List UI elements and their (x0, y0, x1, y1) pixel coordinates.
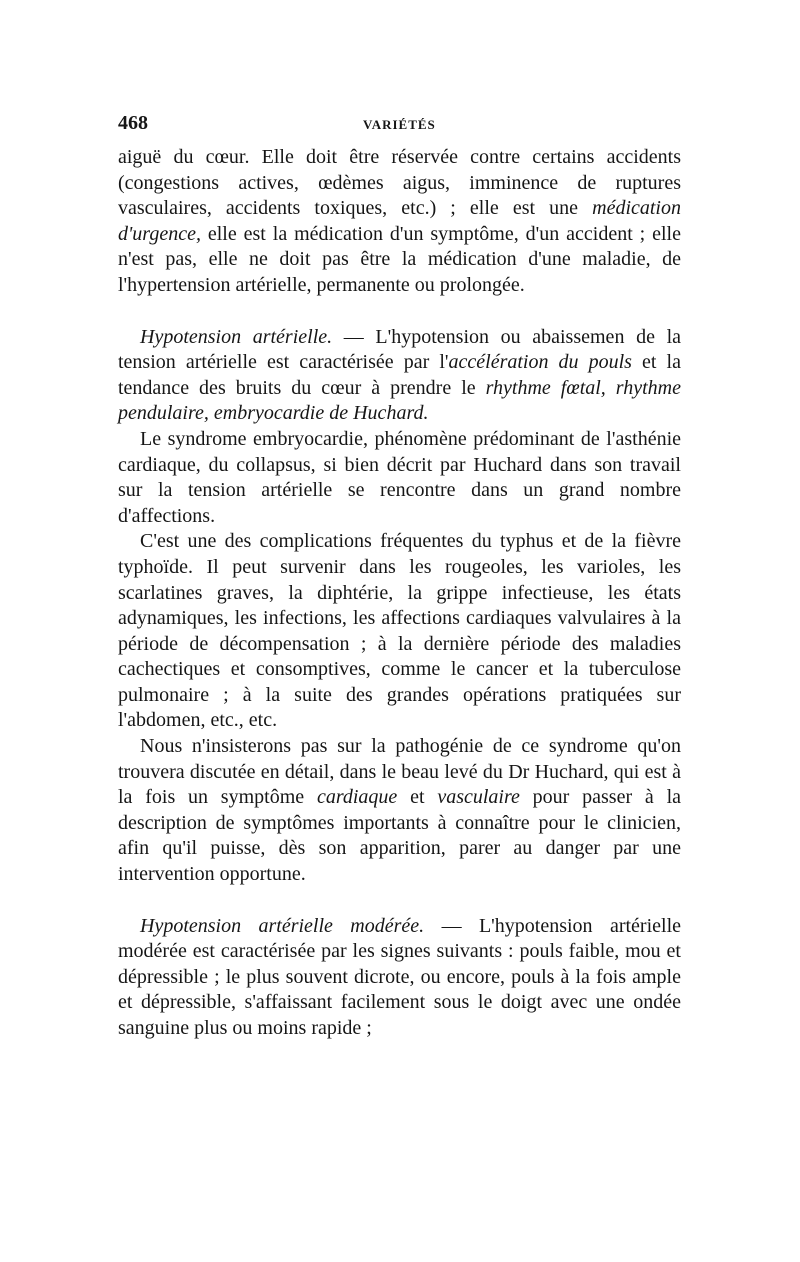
italic-term: médication d'urgence, (118, 197, 681, 245)
text-run: aiguë du cœur. Elle doit être réservée contre certains accidents (congestions actives, œdèmes aigus, imminence de ruptures vasculaires, accidents toxiques, etc.) ; elle est une (118, 146, 681, 220)
italic-term: vasculaire (437, 786, 520, 809)
page-header (118, 112, 681, 142)
italic-term: rhythme fœtal, rhythme pendulaire, embryocardie de Huchard. (118, 376, 681, 425)
paragraph-pathogenie (118, 734, 681, 888)
text-run: elle est la médication d'un symptôme, d'un accident ; elle n'est pas, elle ne doit pas être la médication d'une maladie, de l'hypertension artérielle, permanente ou prolongée. (118, 222, 681, 296)
text-run: — L'hypotension artérielle modérée est caractérisée par les signes suivants : pouls faible, mou et dépressible ; le plus souvent dicrote, ou encore, pouls à la fois ample et dépressible, s'affaissant facilement sous le doigt avec une ondée sanguine plus ou moins rapide ; (118, 914, 682, 1039)
text-run: et la tendance des bruits du cœur à prendre le (118, 351, 681, 399)
text-run: Le syndrome embryocardie, phénomène prédominant de l'asthénie cardiaque, du collapsus, si bien décrit par Huchard dans son travail sur la tension artérielle se rencontre dans un grand nombre d'affections. (118, 427, 681, 527)
section-heading-italic: Hypotension artérielle. (140, 325, 333, 348)
paragraph-complications (118, 529, 681, 734)
page-number: 468 (118, 112, 148, 134)
text-run: Nous n'insisterons pas sur la pathogénie de ce syndrome qu'on trouvera discutée en détail, dans le beau levé du Dr Huchard, qui est à la fois un symptôme (118, 735, 681, 809)
text-run: pour passer à la description de symptômes importants à connaître pour le clinicien, afin qu'il puisse, dès son apparition, parer au danger par une intervention opportune. (118, 786, 682, 886)
paragraph-hypotension-moderee (118, 914, 681, 1042)
text-run: — L'hypotension ou abaissemen de la tension artérielle est caractérisée par l' (118, 325, 681, 374)
body-text (118, 145, 681, 1042)
italic-term: cardiaque (316, 786, 398, 809)
book-page (118, 112, 681, 1042)
paragraph-continuation (118, 145, 681, 299)
section-heading-italic: Hypotension artérielle modérée. (140, 914, 425, 937)
running-head: VARIÉTÉS (363, 117, 436, 132)
text-run: et (397, 786, 438, 809)
italic-term: accélération du pouls (448, 351, 632, 374)
paragraph-syndrome (118, 427, 681, 529)
text-run: C'est une des complications fréquentes du typhus et de la fièvre typhoïde. Il peut survenir dans les rougeoles, les varioles, les scarlatines graves, la diphtérie, la grippe infectieuse, les états adynamiques, les infections, les affections cardiaques valvulaires à la période de décompensation ; à la dernière période des maladies cachectiques et consomptives, comme le cancer et la tuberculose pulmonaire ; à la suite des grandes opérations pratiquées sur l'abdomen, etc., etc. (118, 530, 681, 732)
paragraph-hypotension-arterielle (118, 325, 681, 427)
